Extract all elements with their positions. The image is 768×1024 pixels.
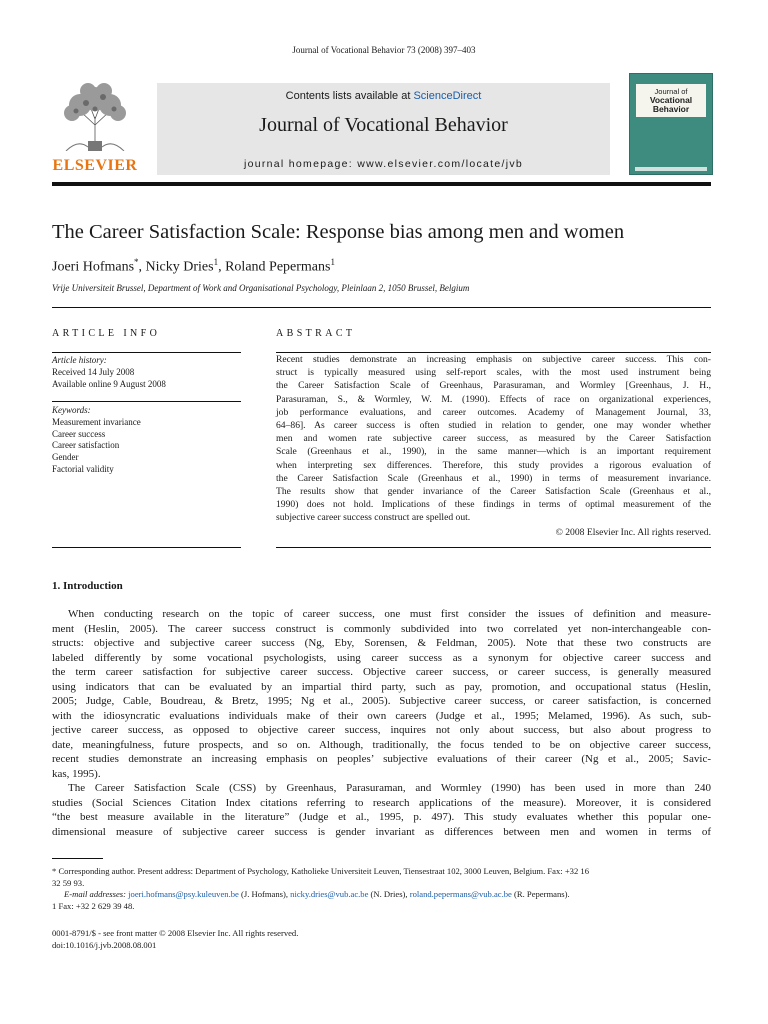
- tree-icon: [58, 81, 132, 151]
- cover-small-title: Journal of: [654, 87, 688, 96]
- masthead-banner: [157, 83, 610, 175]
- contents-line: [157, 90, 610, 102]
- info-rule: [52, 352, 241, 353]
- article-history: [52, 355, 241, 390]
- journal-cover: [629, 73, 713, 175]
- body-line: structs: objective and subjective career success (Ng, Eby, Sorensen, & Feldman, 2005). Note that these two constructs are: [52, 637, 711, 649]
- issn-line: 0001-8791/$ - see front matter © 2008 Elsevier Inc. All rights reserved.: [52, 928, 299, 938]
- journal-homepage[interactable]: journal homepage: www.elsevier.com/locate/jvb: [243, 158, 524, 170]
- article-info-heading: ARTICLE INFO: [52, 328, 161, 339]
- footnote-rule: [52, 858, 103, 859]
- abstract-copyright: © 2008 Elsevier Inc. All rights reserved.: [555, 527, 711, 538]
- footnote-corresponding-cont: 32 59 93.: [52, 877, 85, 888]
- doi-line[interactable]: doi:10.1016/j.jvb.2008.08.001: [52, 939, 157, 950]
- body-line: the term career satisfaction for subjective career success. Objective career success, or career success, is generally measured: [52, 666, 711, 678]
- body-line: date, meaningfulness, future prospects, and so on. Although, traditionally, the focus tended to be on objective career success,: [52, 738, 711, 751]
- abstract-line: Scale (Greenhaus et al., 1990), in the same manner—which is an important requirement: [276, 446, 711, 458]
- body-line: When conducting research on the topic of career success, one must first consider the issues of definition and measure-: [68, 608, 711, 620]
- author-name[interactable]: Joeri Hofmans: [52, 259, 135, 275]
- footnote-fax: 1 Fax: +32 2 629 39 48.: [52, 900, 135, 911]
- journal-title: Journal of Vocational Behavior: [259, 114, 508, 136]
- abstract-body: [276, 353, 711, 525]
- keywords-block: [52, 405, 241, 476]
- abstract-line: job performance evaluations, and career outcomes. Academy of Management Journal, 33,: [276, 406, 711, 418]
- email-label: E-mail addresses:: [64, 889, 129, 899]
- email-owner: (N. Dries),: [368, 889, 410, 899]
- body-line: ment (Heslin, 2005). The career success construct is commonly subdivided into two correlated yet non-interchangeable con-: [52, 622, 711, 635]
- author-separator: ,: [218, 259, 226, 275]
- body-line: The Career Satisfaction Scale (CSS) by Greenhaus, Parasuraman, and Wormley (1990) has been used in more than 240: [68, 782, 711, 794]
- abstract-line: Recent studies demonstrate an increasing emphasis on subjective career success. This con-: [276, 354, 711, 365]
- abstract-line: The results show that gender invariance of the Career Satisfaction Scale (Greenhaus et al.,: [276, 486, 711, 498]
- body-line: with the idiosyncratic evaluations individuals make of their own careers (Judge et al., 1995; Melamed, 1996). As such, sub-: [52, 709, 711, 722]
- email-link[interactable]: joeri.hofmans@psy.kuleuven.be: [128, 889, 239, 899]
- author-mark: 1: [213, 257, 219, 267]
- sciencedirect-link[interactable]: ScienceDirect: [413, 90, 482, 102]
- footnotes: [52, 866, 712, 912]
- abstract-line: the Career Satisfaction Scale of Greenhaus, Parasuraman, and Wormley [Greenhaus, J. H.,: [276, 380, 711, 392]
- body-line: using indicators that can be evaluated by an impartial third party, such as pay, promotion, and occupational status (Heslin,: [52, 680, 711, 693]
- author-separator: ,: [138, 259, 146, 275]
- available-date: Available online 9 August 2008: [52, 378, 166, 389]
- section-rule: [52, 307, 711, 308]
- body-line: recent studies demonstrate an increasing emphasis on peoples’ subjective evaluations of their career (Ng et al., 2005; Savic-: [52, 753, 711, 765]
- header-rule: [52, 182, 711, 186]
- keyword: Gender: [52, 452, 79, 463]
- cover-big-title: Vocational Behavior: [649, 95, 693, 114]
- body-line: labeled differently by some vocational psychologists, using career success as a synonym for objective career success and: [52, 651, 711, 664]
- bottom-metadata: [52, 928, 298, 951]
- body-line: jective career success, as opposed to objective career success, inquires not only about success, but also about progress to: [52, 724, 711, 736]
- abstract-line: 1990) does not hold. Implications of these findings in terms of optimal measurement of the: [276, 499, 711, 511]
- author-mark: 1: [330, 257, 335, 267]
- keyword: Measurement invariance: [52, 416, 141, 427]
- journal-masthead: [52, 73, 712, 177]
- cover-footer-strip: [635, 167, 707, 171]
- email-owner: (R. Pepermans).: [511, 889, 570, 899]
- abstract-line: the Career Satisfaction Scale (Greenhaus et al., 1990) in terms of measurement invariance.: [276, 472, 711, 484]
- abstract-line: men and women rate subjective career success, as measured by the Career Satisfaction: [276, 433, 711, 445]
- footnote-emails: [52, 889, 712, 901]
- author-name[interactable]: Roland Pepermans: [225, 259, 331, 275]
- abstract-line: when interpreting sex differences. Therefore, this study provides a rigorous evaluation of: [276, 459, 711, 471]
- keyword: Factorial validity: [52, 463, 114, 474]
- elsevier-wordmark: ELSEVIER: [52, 157, 138, 174]
- email-link[interactable]: nicky.dries@vub.ac.be: [290, 889, 369, 899]
- body-line: kas, 1995).: [52, 767, 101, 780]
- contents-prefix: Contents lists available at: [285, 90, 414, 102]
- received-date: Received 14 July 2008: [52, 366, 135, 377]
- email-link[interactable]: roland.pepermans@vub.ac.be: [409, 889, 512, 899]
- journal-reference: Journal of Vocational Behavior 73 (2008) 397–403: [292, 45, 476, 55]
- abstract-line: Parasuraman, S., & Wormley, W. M. (1990). Effects of race on organizational experiences,: [276, 393, 711, 405]
- keyword: Career satisfaction: [52, 440, 120, 451]
- author-mark: *: [134, 257, 139, 267]
- info-rule: [52, 401, 241, 402]
- info-rule: [52, 547, 241, 548]
- abstract-rule: [276, 547, 711, 548]
- body-line: studies (Social Sciences Citation Index citations referring to research applications of the measure). Moreover, it is considered: [52, 796, 711, 809]
- abstract-line: subjective career success construct are spelled out.: [276, 512, 471, 524]
- abstract-line: struct is typically measured using self-report scales, with the most used instrument being: [276, 367, 711, 379]
- author-list: [52, 257, 335, 276]
- cover-label: [636, 84, 706, 117]
- elsevier-logo: [52, 81, 138, 175]
- body-line: dimensional measure of subjective career success is gender invariant as differences between men and women in terms of: [52, 825, 711, 838]
- paper-title: The Career Satisfaction Scale: Response bias among men and women: [52, 221, 625, 243]
- keyword: Career success: [52, 428, 106, 439]
- body-line: “the best measure available in the literature” (Judge et al., 1995, p. 497). This study evaluates whether this popular one-: [52, 811, 711, 823]
- keywords-label: Keywords:: [52, 405, 91, 415]
- section-heading-introduction: 1. Introduction: [52, 580, 123, 592]
- email-owner: (J. Hofmans),: [238, 889, 291, 899]
- footnote-corresponding: * Corresponding author. Present address: Department of Psychology, Katholieke Universiteit Leuven, Tiensestraat 102, 3000 Leuven, Belgium. Fax: +32 16: [52, 866, 590, 876]
- abstract-line: 64–86]. As career success is often studied in relation to gender, one may wonder whether: [276, 420, 711, 432]
- affiliation: Vrije Universiteit Brussel, Department of Work and Organisational Psychology, Pleinlaan 2, 1050 Brussel, Belgium: [52, 283, 470, 293]
- author-name[interactable]: Nicky Dries: [145, 259, 214, 275]
- body-line: 2005; Judge, Cable, Boudreau, & Bretz, 1995; Ng et al., 2005). Subjective career success, or career satisfaction, is concerned: [52, 695, 711, 707]
- intro-paragraph-1: [52, 607, 711, 839]
- abstract-heading: ABSTRACT: [276, 328, 356, 339]
- history-label: Article history:: [52, 355, 107, 365]
